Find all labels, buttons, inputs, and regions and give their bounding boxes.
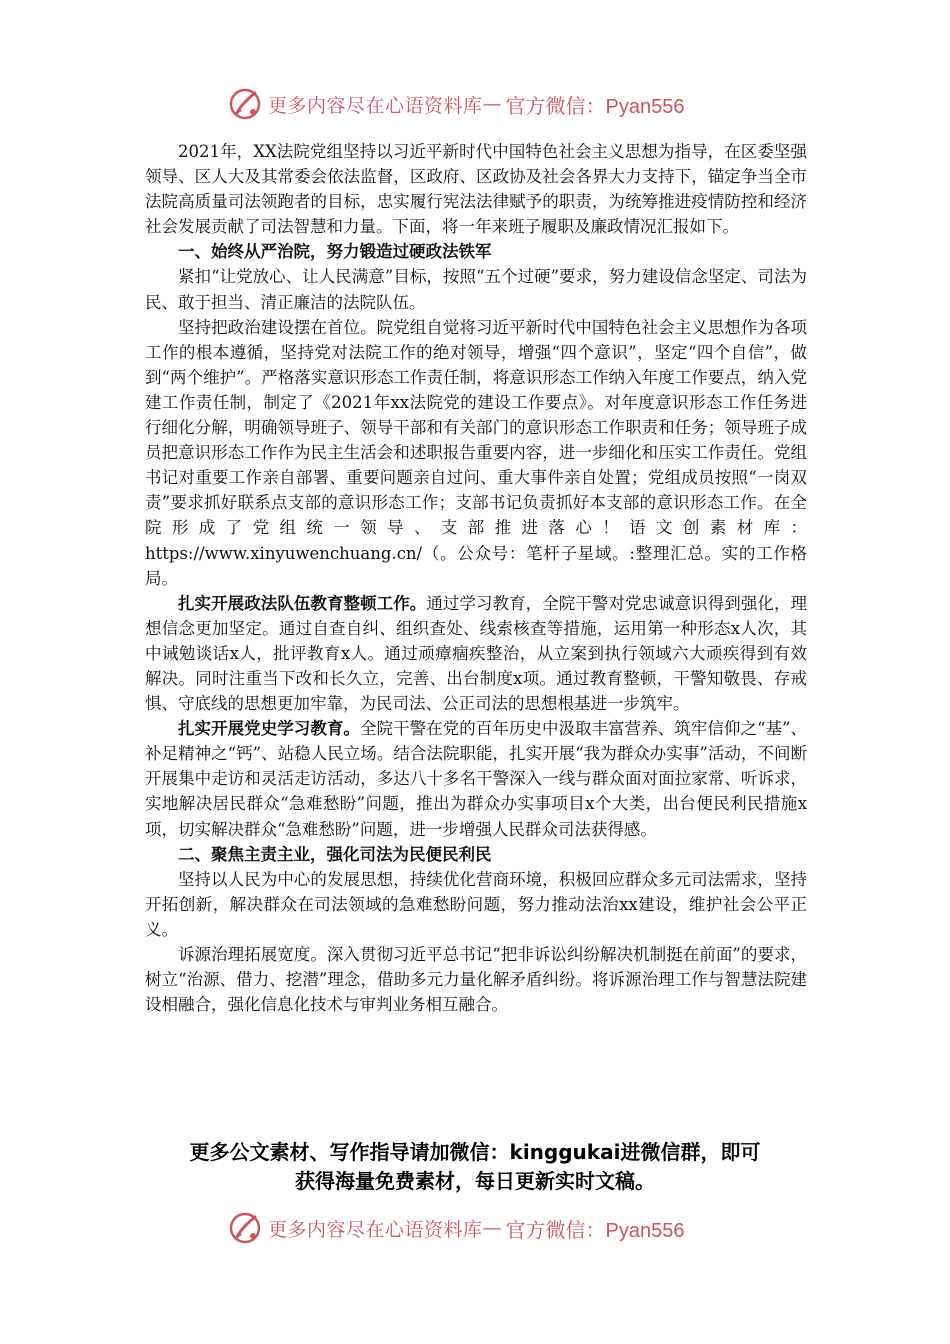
brush-logo-icon xyxy=(228,87,262,121)
paragraph-text: 通过学习教育，全院干警对党忠诚意识得到强化，理想信念更加坚定。通过自查自纠、组织查处、线索核查等措施，运用第一种形态x人次，其中诫勉谈话x人，批评教育x人。通过顽瘴痼疾整治，从立案到执行领域六大顽疾得到有效解决。同时注重当下改和长久立，完善、出台制度x项。通过教育整顿，干警知敬畏、存戒惧、守底线的思想更加牢靠，为民司法、公正司法的思想根基进一步筑牢。 xyxy=(145,593,808,714)
footer-banner xyxy=(228,1208,684,1248)
document-body xyxy=(145,139,807,1017)
brush-logo-icon xyxy=(228,1211,262,1245)
paragraph-intro: 2021年，XX法院党组坚持以习近平新时代中国特色社会主义思想为指导，在区委坚强领导、区人大及其常委会依法监督，区政府、区政协及社会各界大力支持下，锚定争当全市法院高质量司法领跑者的目标，忠实履行宪法法律赋予的职责，为统筹推进疫情防控和经济社会发展贡献了司法智慧和力量。下面，将一年来班子履职及廉政情况汇报如下。 xyxy=(145,142,807,237)
paragraph xyxy=(145,716,807,841)
banner-title: 更多内容尽在心语资料库 xyxy=(268,1218,483,1241)
paragraph xyxy=(145,591,807,716)
section-heading-1: 一、始终从严治院，努力锻造过硬政法铁军 xyxy=(178,242,492,262)
paragraph: 紧扣“让党放心、让人民满意”目标，按照“五个过硬”要求，努力建设信念坚定、司法为民、敢于担当、清正廉洁的法院队伍。 xyxy=(145,267,807,312)
paragraph-text: 全院干警在党的百年历史中汲取丰富营养、筑牢信仰之“基”、补足精神之“钙”、站稳人民立场。结合法院职能，扎实开展“我为群众办实事”活动，不间断开展集中走访和灵活走访活动，多达八十多名干警深入一线与群众面对面拉家常、听诉求，实地解决居民群众“急难愁盼”问题，推出为群众办实事项目x个大类，出台便民利民措施x项，切实解决群众“急难愁盼”问题，进一步增强人民群众司法获得感。 xyxy=(145,719,808,839)
paragraph: 坚持以人民为中心的发展思想，持续优化营商环境，积极回应群众多元司法需求，坚持开拓创新，解决群众在司法领域的急难愁盼问题，努力推动法治xx建设，维护社会公平正义。 xyxy=(145,869,807,939)
banner-wechat: 官方微信：Pyan556 xyxy=(505,1219,685,1242)
promo-line-1: 更多公文素材、写作指导请加微信：kinggukai进微信群，即可 xyxy=(189,1140,761,1164)
banner-wechat: 官方微信：Pyan556 xyxy=(505,95,685,118)
paragraph-lead: 扎实开展党史学习教育。 xyxy=(178,719,360,739)
section-heading-2: 二、聚焦主责主业，强化司法为民便民利民 xyxy=(178,844,492,864)
header-banner xyxy=(228,84,684,124)
paragraph: 诉源治理拓展宽度。深入贯彻习近平总书记“把非诉讼纠纷解决机制挺在前面”的要求，树立“治源、借力、挖潜”理念，借助多元力量化解矛盾纠纷。将诉源治理工作与智慧法院建设相融合，强化信息化技术与审判业务相互融合。 xyxy=(145,945,807,1015)
paragraph: 坚持把政治建设摆在首位。院党组自觉将习近平新时代中国特色社会主义思想作为各项工作的根本遵循，坚持党对法院工作的绝对领导，增强“四个意识”，坚定“四个自信”，做到“两个维护”。严格落实意识形态工作责任制，将意识形态工作纳入年度工作要点，纳入党建工作责任制，制定了《2021年xx法院党的建设工作要点》。对年度意识形态工作任务进行细化分解，明确领导班子、领导干部和有关部门的意识形态工作职责和任务；领导班子成员把意识形态工作作为民主生活会和述职报告重要内容，进一步细化和压实工作责任。党组书记对重要工作亲自部署、重要问题亲自过问、重大事件亲自处置；党组成员按照“一岗双责”要求抓好联系点支部的意识形态工作；支部书记负责抓好本支部的意识形态工作。在全院形成了党组统一领导、支部推进落心！语文创素材库：https://www.xinyuwenchuang.cn/（。公众号：笔杆子星域。:整理汇总。实的工作格局。 xyxy=(145,317,807,588)
banner-separator: — xyxy=(482,1217,502,1239)
banner-separator: — xyxy=(482,93,502,115)
paragraph-lead: 扎实开展政法队伍教育整顿工作。 xyxy=(178,593,427,613)
banner-title: 更多内容尽在心语资料库 xyxy=(268,94,483,117)
promo-line-2: 获得海量免费素材，每日更新实时文稿。 xyxy=(295,1169,655,1193)
promo-notice xyxy=(120,1138,830,1196)
